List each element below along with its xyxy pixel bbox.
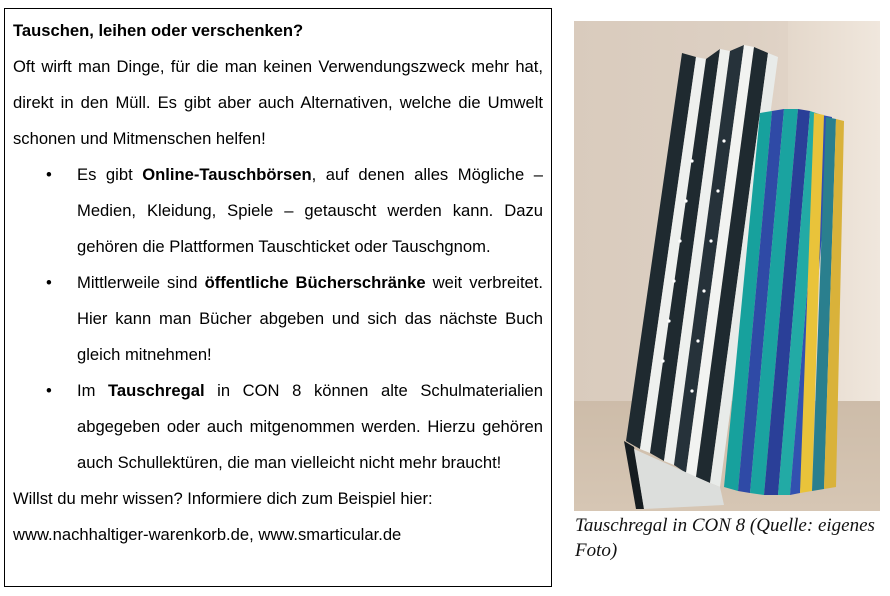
- intro-paragraph: Oft wirft man Dinge, für die man keinen Verwendungszweck mehr hat, direkt in den Müll. Es gibt aber auch Alternativen, welche die Umwelt schonen und Mitmenschen helfen!: [13, 57, 543, 148]
- list-item-text-pre: Im: [77, 381, 109, 400]
- list-item-text-post: in CON 8 können alte Schulmaterialien abgegeben oder auch mitgenommen werden. Hierzu gehören auch Schullektüren, die man vielleicht nicht mehr braucht!: [77, 381, 543, 472]
- list-item-text-pre: Es gibt: [77, 165, 143, 184]
- list-item-keyword: öffentliche Bücherschränke: [204, 273, 426, 292]
- info-textbox: [4, 8, 552, 587]
- list-item-text-pre: Mittlerweile sind: [77, 273, 205, 292]
- list-item: [13, 373, 543, 481]
- textbox-title: Tauschen, leihen oder verschenken?: [13, 21, 304, 40]
- links-line: www.nachhaltiger-warenkorb.de, www.smarticular.de: [13, 525, 402, 544]
- list-item-text-post: weit verbreitet. Hier kann man Bücher abgeben und sich das nächste Buch gleich mitnehmen!: [77, 273, 544, 364]
- list-item: [13, 265, 543, 373]
- outro-paragraph: Willst du mehr wissen? Informiere dich zum Beispiel hier:: [13, 489, 433, 508]
- list-item-text-post: , auf denen alles Mögliche – Medien, Kleidung, Spiele – getauscht werden kann. Dazu gehören die Plattformen Tauschticket oder Tauschgnom.: [77, 165, 543, 256]
- folders-illustration: [574, 21, 880, 511]
- tips-list: [13, 157, 543, 481]
- shelf-photo: [574, 21, 880, 511]
- list-item: [13, 157, 543, 265]
- bullet-icon: •: [46, 381, 52, 400]
- photo-caption: Tauschregal in CON 8 (Quelle: eigenes Foto): [575, 515, 875, 561]
- bullet-icon: •: [46, 273, 52, 292]
- list-item-keyword: Tauschregal: [108, 381, 205, 400]
- bullet-icon: •: [46, 165, 52, 184]
- list-item-keyword: Online-Tauschbörsen: [142, 165, 312, 184]
